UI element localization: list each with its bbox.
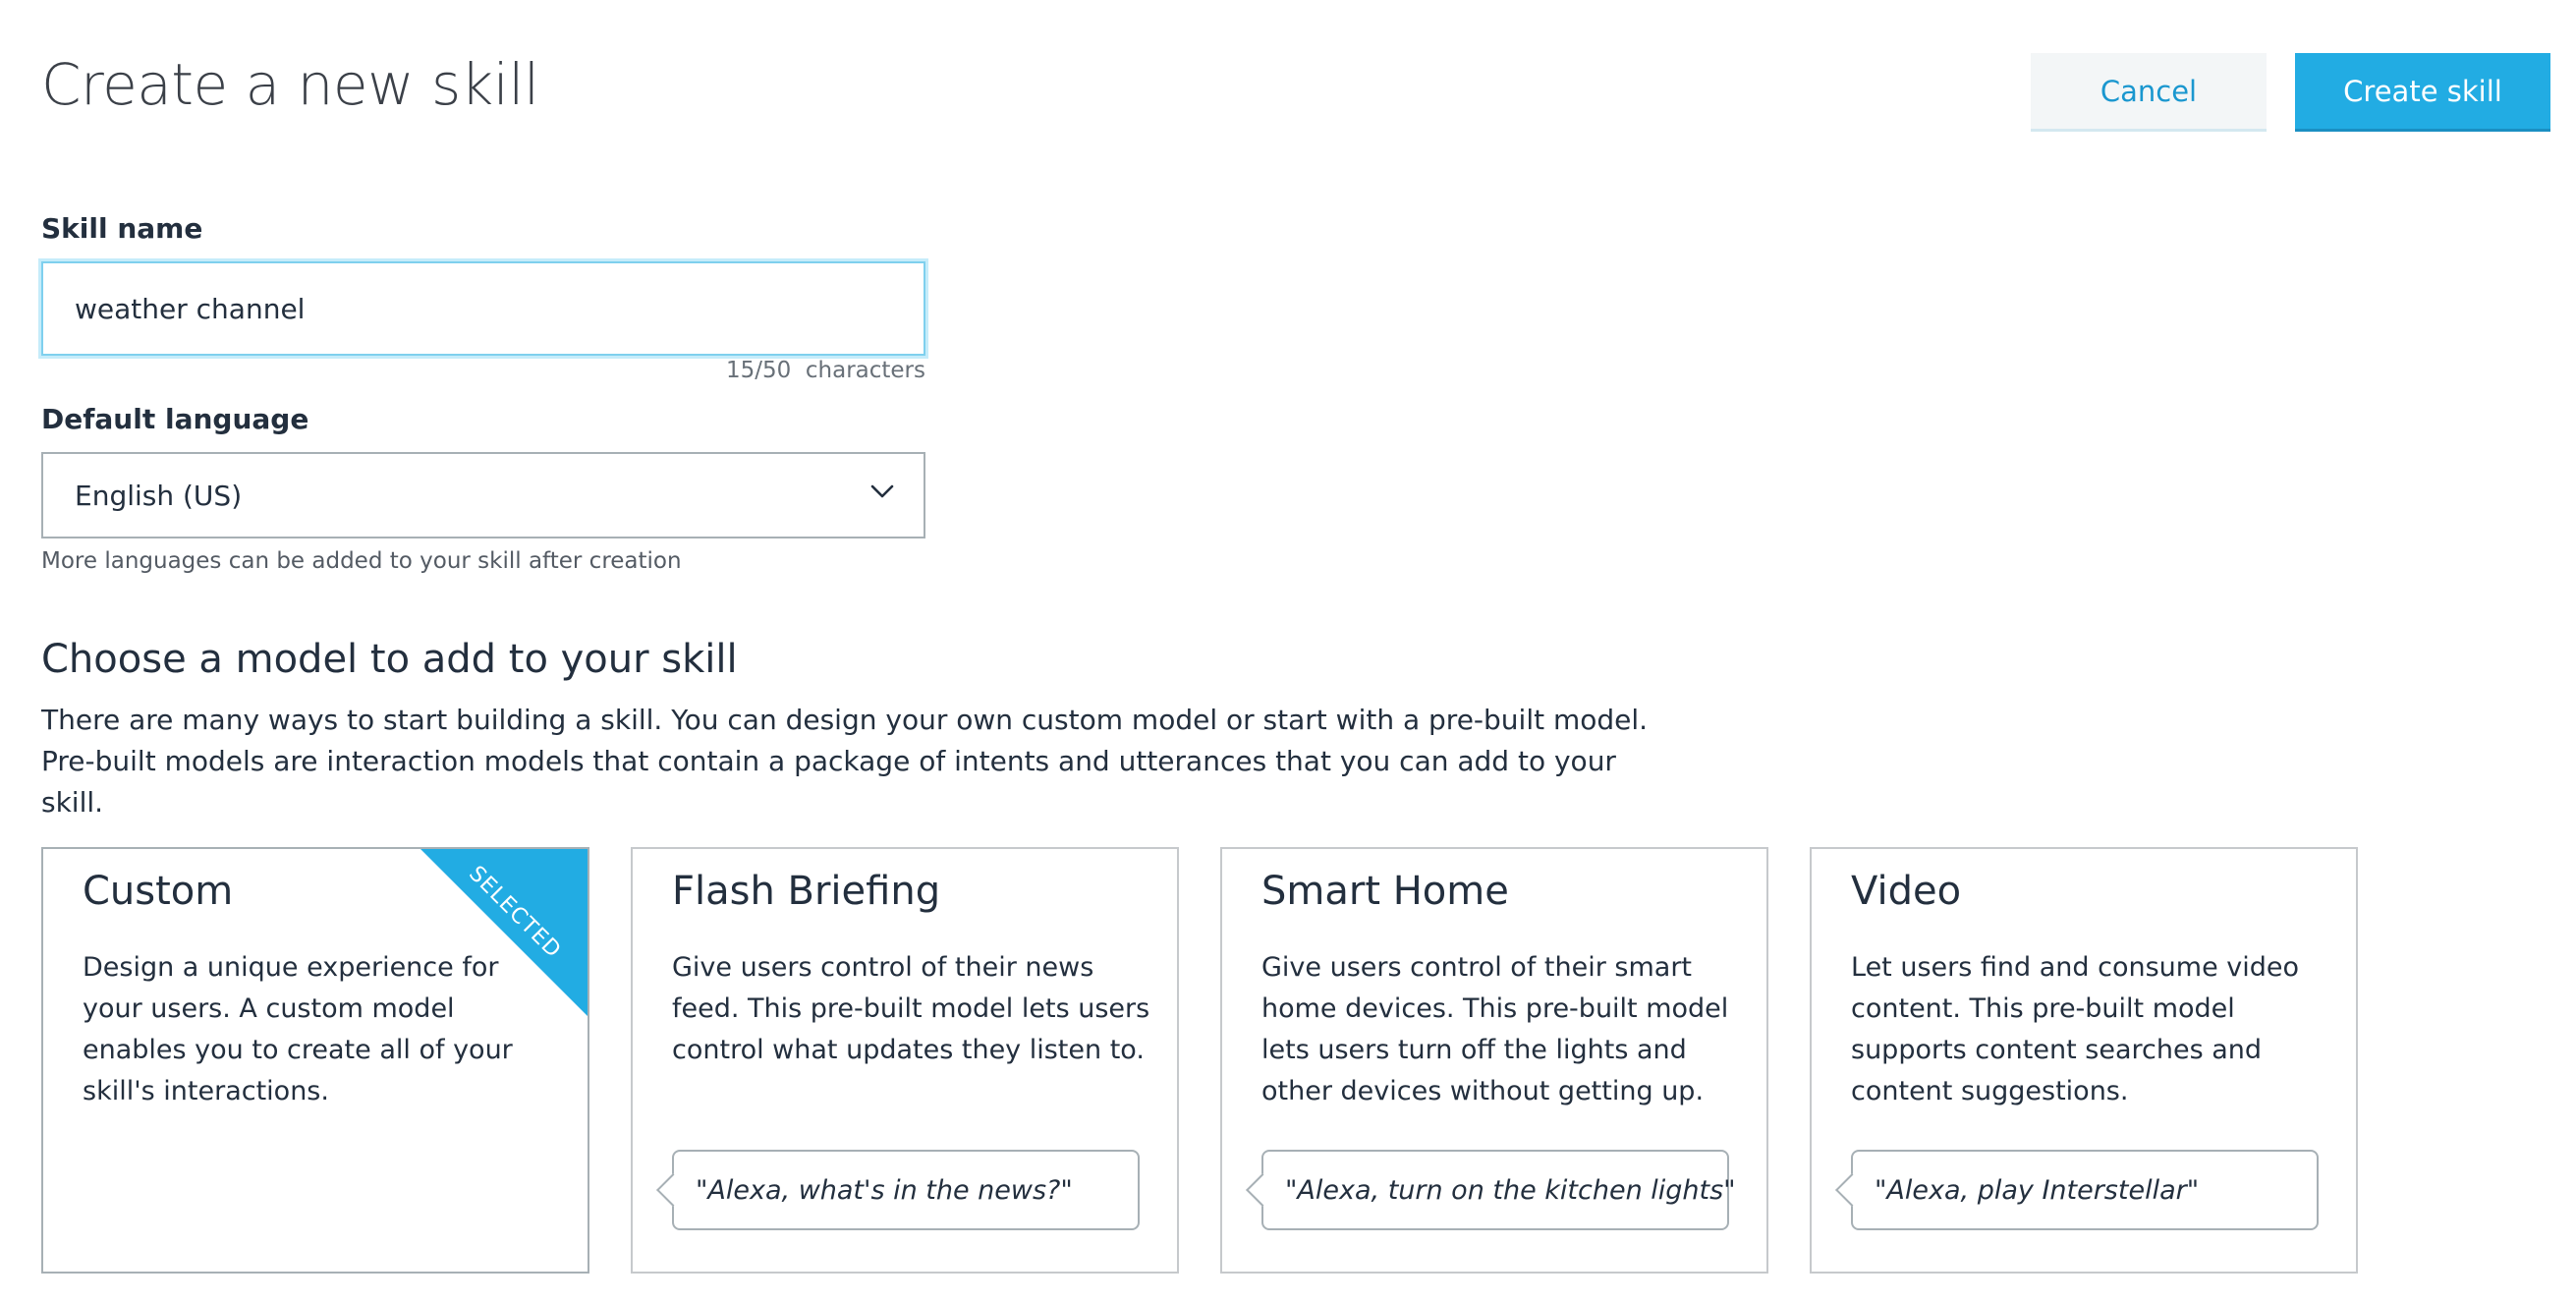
create-skill-button[interactable]: Create skill bbox=[2295, 53, 2550, 132]
models-section-title: Choose a model to add to your skill bbox=[41, 637, 738, 682]
card-title: Video bbox=[1851, 869, 1962, 914]
model-card-custom[interactable] bbox=[41, 847, 589, 1274]
card-title: Custom bbox=[83, 869, 234, 914]
default-language-label: Default language bbox=[41, 403, 309, 435]
language-help-text: More languages can be added to your skill after creation bbox=[41, 548, 682, 574]
example-utterance-bubble bbox=[1261, 1150, 1736, 1230]
page-title: Create a new skill bbox=[41, 51, 539, 118]
selected-badge: SELECTED bbox=[464, 861, 566, 964]
card-description: Let users find and consume video content. This pre-built model supports content searches and content suggestions. bbox=[1851, 952, 2300, 1106]
model-card-video[interactable] bbox=[1810, 847, 2358, 1274]
example-utterance-bubble bbox=[1851, 1150, 2319, 1230]
card-title: Flash Briefing bbox=[672, 869, 941, 914]
card-description: Give users control of their smart home devices. This pre-built model lets users turn off the lights and other devices without getting up. bbox=[1261, 952, 1729, 1106]
chevron-down-icon bbox=[868, 478, 896, 505]
default-language-value: English (US) bbox=[75, 479, 243, 512]
model-card-smart-home[interactable] bbox=[1220, 847, 1768, 1274]
card-title: Smart Home bbox=[1261, 869, 1509, 914]
model-card-flash-briefing[interactable] bbox=[631, 847, 1179, 1274]
default-language-select[interactable] bbox=[41, 452, 925, 538]
example-utterance: "Alexa, play Interstellar" bbox=[1875, 1174, 2200, 1206]
example-utterance-bubble bbox=[672, 1150, 1140, 1230]
skill-name-label: Skill name bbox=[41, 212, 203, 245]
card-description: Give users control of their news feed. This pre-built model lets users control what updates they listen to. bbox=[672, 952, 1150, 1065]
cancel-button[interactable]: Cancel bbox=[2031, 53, 2267, 132]
skill-name-input[interactable] bbox=[41, 261, 925, 356]
example-utterance: "Alexa, turn on the kitchen lights" bbox=[1285, 1174, 1736, 1206]
models-section-description: There are many ways to start building a skill. You can design your own custom model or start with a pre-built model. Pre-built models are interaction models that contain a package of intents and utterances that you can add to your skill. bbox=[41, 704, 1649, 819]
character-count: 15/50 characters bbox=[725, 358, 925, 383]
example-utterance: "Alexa, what's in the news?" bbox=[696, 1174, 1073, 1206]
card-description: Design a unique experience for your users. A custom model enables you to create all of your skill's interactions. bbox=[83, 952, 513, 1106]
